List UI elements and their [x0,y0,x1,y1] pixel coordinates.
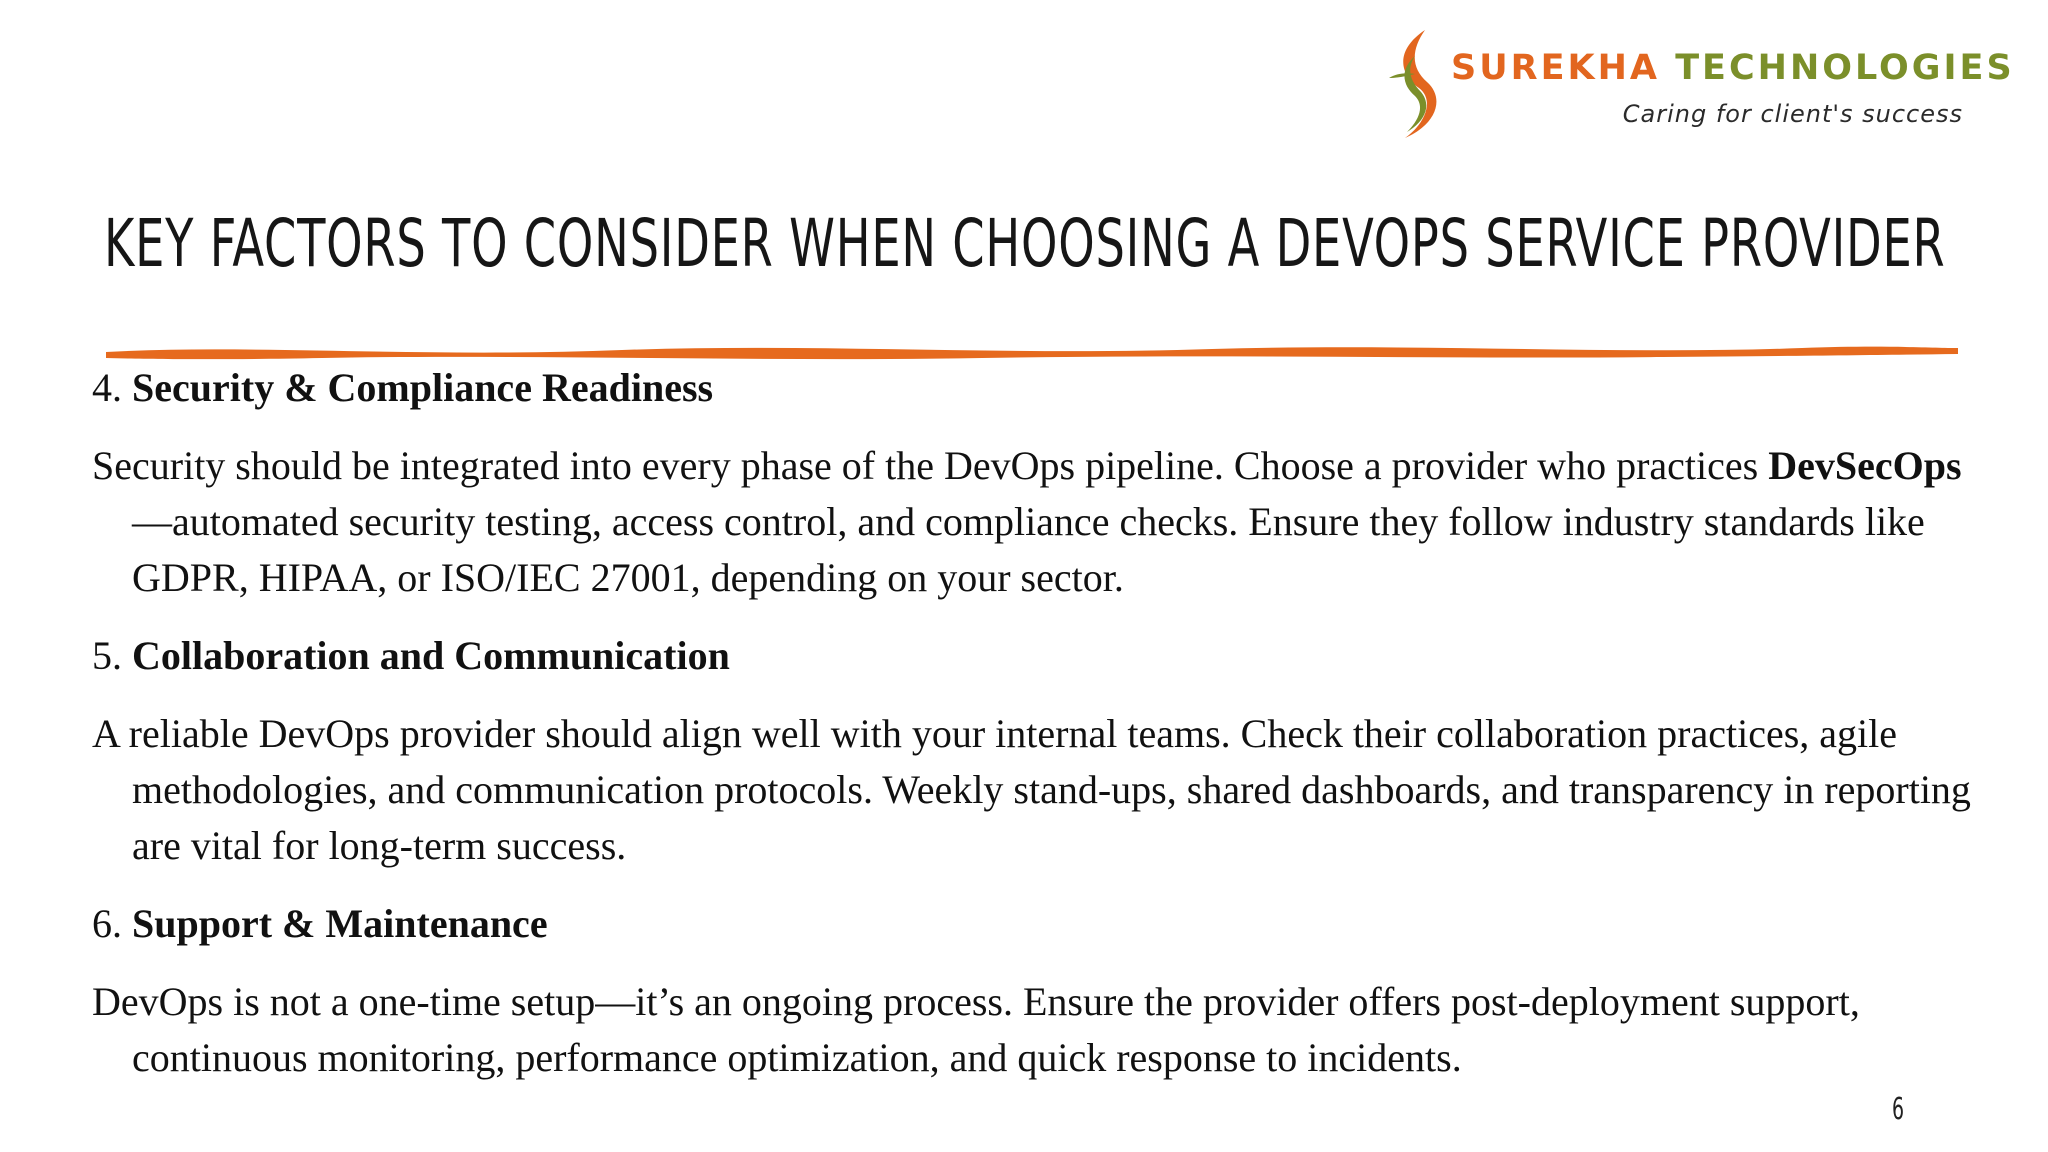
section-heading-6: 6. Support & Maintenance [92,901,548,946]
section-text-5: A reliable DevOps provider should align well with your internal teams. Check their collaboration practices, agile methodologies, and communication protocols. Weekly stand-ups, shared dashboards, and transparency in reporting are vital for long-term success. [92,711,1971,868]
flame-logo-icon [1385,26,1449,144]
page-number: 6 [1892,1092,1905,1127]
slide-content [92,360,1972,1108]
section-text-6: DevOps is not a one-time setup—it’s an ongoing process. Ensure the provider offers post-deployment support, continuous monitoring, performance optimization, and quick response to incidents. [92,979,1860,1080]
company-logo [1385,26,2015,146]
company-tagline: Caring for client's success [1622,100,1963,128]
slide-title: KEY FACTORS TO CONSIDER WHEN CHOOSING A DEVOPS SERVICE PROVIDER [104,205,1946,282]
section-heading-4: 4. Security & Compliance Readiness [92,365,714,410]
section-text-4: Security should be integrated into every phase of the DevOps pipeline. Choose a provider who practices DevSecOps—automated security testing, access control, and compliance checks. Ensure they follow industry standards like GDPR, HIPAA, or ISO/IEC 27001, depending on your sector. [92,443,1962,600]
section-heading-5: 5. Collaboration and Communication [92,633,730,678]
company-name: SUREKHA TECHNOLOGIES [1451,48,2015,88]
